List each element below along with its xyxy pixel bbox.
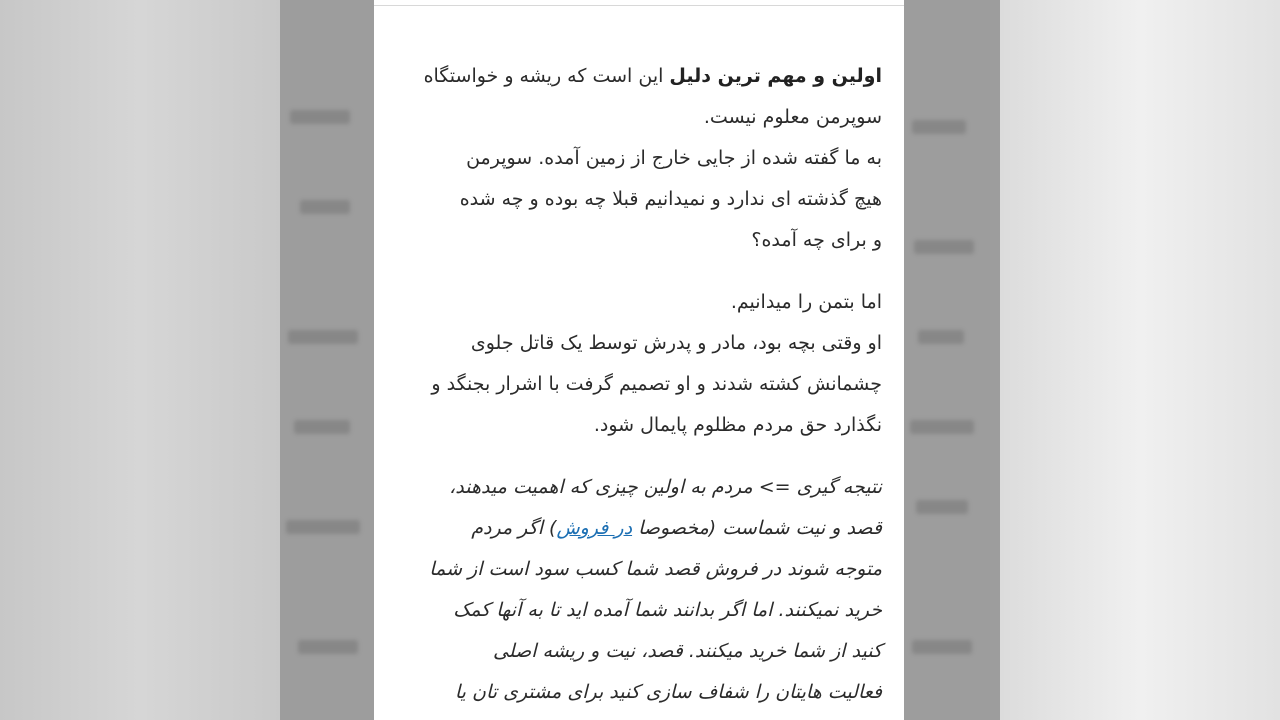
article-content (402, 56, 882, 720)
bold-heading: اولین و مهم ترین دلیل (669, 65, 882, 87)
sales-link[interactable]: در فروش (556, 517, 633, 539)
text-line: و برای چه آمده؟ (751, 229, 882, 251)
text-line: اما بتمن را میدانیم. (730, 291, 882, 313)
text-line: هیچ گذشته ای ندارد و نمیدانیم قبلا چه بوده و چه شده (459, 188, 882, 210)
text-line: چشمانش کشته شدند و او تصمیم گرفت با اشرار بجنگد و (431, 373, 882, 395)
text-span: ) اگر مردم (471, 517, 557, 539)
text-span: قصد و نیت شماست (مخصوصا (632, 517, 882, 539)
blurred-background-left (280, 0, 374, 720)
article-page (374, 0, 904, 720)
text-line: نتیجه گیری => مردم به اولین چیزی که اهمیت میدهند، (449, 476, 882, 498)
text-line (402, 508, 882, 549)
paragraph-conclusion (402, 467, 882, 713)
text-line: او وقتی بچه بود، مادر و پدرش توسط یک قاتل جلوی (470, 332, 882, 354)
blurred-background-right (904, 0, 1000, 720)
text-line: به ما گفته شده از جایی خارج از زمین آمده. سوپرمن (466, 147, 882, 169)
text-line (402, 56, 882, 97)
paragraph-superman (402, 56, 882, 261)
text-line: سوپرمن معلوم نیست. (703, 106, 882, 128)
top-divider (374, 5, 904, 6)
text-line: نگذارد حق مردم مظلوم پایمال شود. (593, 414, 882, 436)
paragraph-batman (402, 282, 882, 446)
text-line: فعالیت هایتان را شفاف سازی کنید برای مشتری تان یا (454, 681, 882, 703)
text-line: متوجه شوند در فروش قصد شما کسب سود است از شما (429, 558, 882, 580)
text-line: کنید از شما خرید میکنند. قصد، نیت و ریشه اصلی (492, 640, 882, 662)
text-span: این است که ریشه و خواستگاه (423, 65, 670, 87)
text-line: خرید نمیکنند. اما اگر بدانند شما آمده اید تا به آنها کمک (453, 599, 882, 621)
